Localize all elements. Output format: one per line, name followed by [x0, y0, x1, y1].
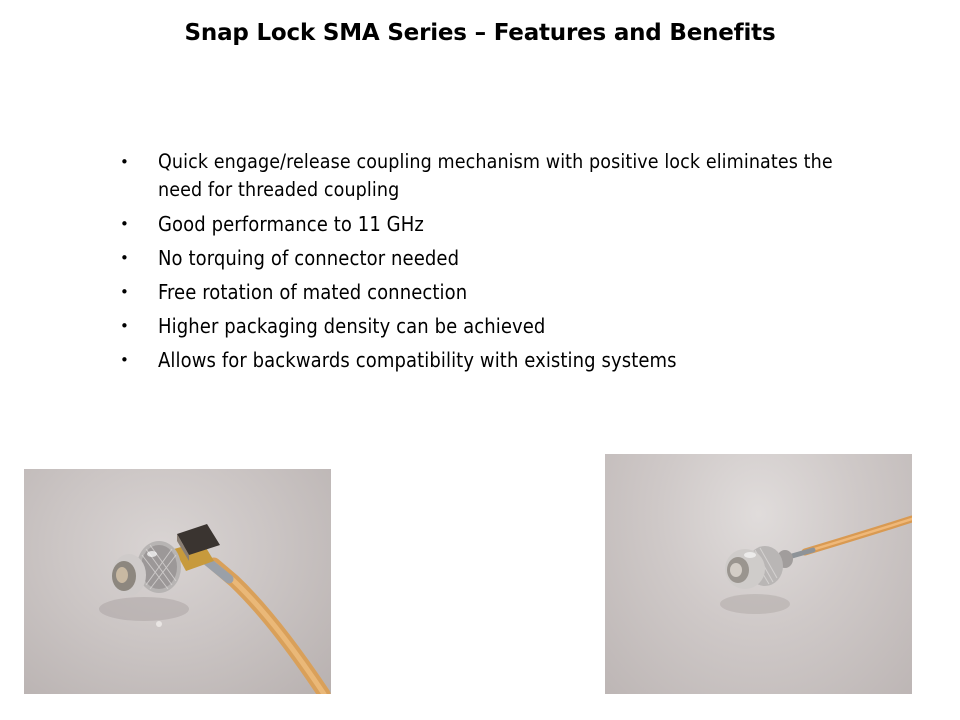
bullet-icon: • — [120, 283, 129, 301]
feature-item — [118, 346, 858, 374]
feature-item — [118, 210, 858, 238]
connector-illustration-icon — [24, 469, 331, 694]
bullet-icon: • — [120, 215, 129, 233]
feature-text: Allows for backwards compatibility with existing systems — [158, 348, 677, 372]
connector-illustration-icon — [605, 454, 912, 694]
feature-text: Higher packaging density can be achieved — [158, 314, 546, 338]
feature-item — [118, 278, 858, 306]
right-angle-connector-photo — [24, 469, 331, 694]
feature-text: Free rotation of mated connection — [158, 280, 468, 304]
straight-connector-photo — [605, 454, 912, 694]
feature-text: Quick engage/release coupling mechanism with positive lock eliminates the need for threaded coupling — [158, 150, 833, 201]
bullet-icon: • — [120, 317, 129, 335]
bullet-icon: • — [120, 153, 129, 171]
bullet-icon: • — [120, 249, 129, 267]
feature-list — [118, 148, 858, 380]
feature-text: No torquing of connector needed — [158, 246, 460, 270]
feature-text: Good performance to 11 GHz — [158, 212, 424, 236]
feature-item — [118, 312, 858, 340]
feature-item — [118, 148, 878, 204]
bullet-icon: • — [120, 351, 129, 369]
feature-item — [118, 244, 858, 272]
slide-title: Snap Lock SMA Series – Features and Benefits — [184, 20, 776, 46]
